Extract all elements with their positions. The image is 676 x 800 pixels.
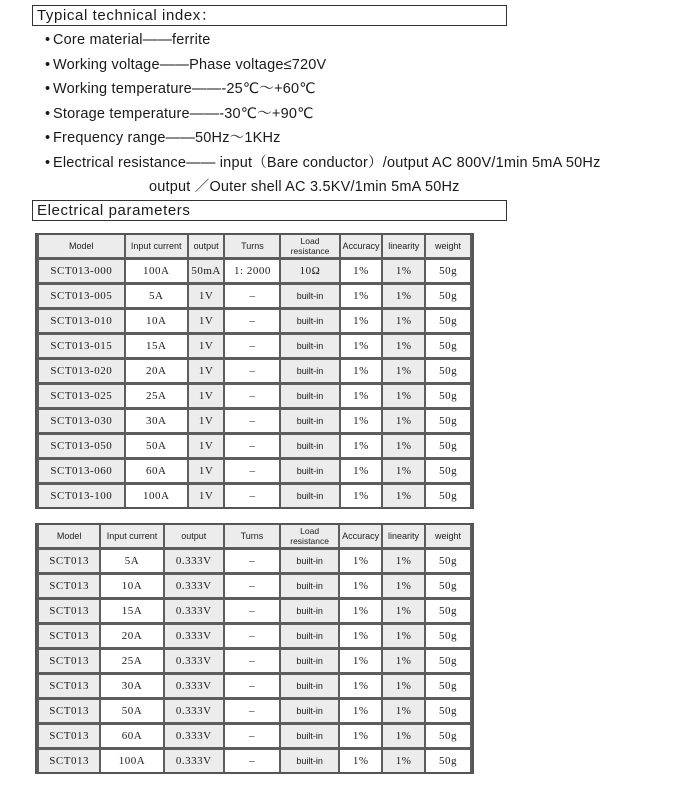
- table-row: [39, 725, 470, 750]
- cell-accuracy: 1%: [340, 625, 381, 650]
- table-row: [39, 485, 470, 507]
- cell-accuracy: 1%: [340, 725, 381, 750]
- cell-input-current: 25A: [101, 650, 162, 675]
- cell-turns: –: [225, 725, 279, 750]
- cell-output: 0.333V: [165, 625, 223, 650]
- header-input-current: Input current: [126, 235, 187, 260]
- cell-input-current: 30A: [126, 410, 187, 435]
- cell-weight: 50g: [426, 550, 470, 575]
- header-turns: Turns: [225, 525, 279, 550]
- cell-turns: –: [225, 285, 279, 310]
- cell-model: SCT013-005: [39, 285, 124, 310]
- cell-load-resistance: built-in: [281, 485, 338, 507]
- table-row: [39, 335, 470, 360]
- cell-turns: –: [225, 575, 279, 600]
- table-row: [39, 650, 470, 675]
- table-row: [39, 285, 470, 310]
- cell-accuracy: 1%: [340, 650, 381, 675]
- spec-line: [45, 77, 601, 102]
- cell-linearity: 1%: [383, 575, 424, 600]
- cell-weight: 50g: [426, 360, 470, 385]
- cell-turns: –: [225, 550, 279, 575]
- spec-text: Storage temperature——-30℃～+90℃: [53, 105, 314, 122]
- cell-input-current: 100A: [126, 485, 187, 507]
- cell-output: 1V: [189, 360, 224, 385]
- cell-load-resistance: 10Ω: [281, 260, 338, 285]
- cell-model: SCT013: [39, 600, 99, 625]
- header-load-resistance: Load resistance: [281, 235, 338, 260]
- header-accuracy: Accuracy: [341, 235, 382, 260]
- bullet-icon: •: [45, 154, 51, 171]
- spec-text: Electrical resistance—— input（Bare conductor）/output AC 800V/1min 5mA 50Hz: [53, 154, 601, 171]
- cell-turns: –: [225, 675, 279, 700]
- electrical-parameters-heading: Electrical parameters: [32, 200, 507, 221]
- header-model: Model: [39, 525, 99, 550]
- cell-output: 0.333V: [165, 750, 223, 772]
- cell-model: SCT013: [39, 700, 99, 725]
- cell-turns: 1: 2000: [225, 260, 279, 285]
- cell-weight: 50g: [426, 675, 470, 700]
- cell-output: 1V: [189, 285, 224, 310]
- cell-load-resistance: built-in: [281, 285, 338, 310]
- table-row: [39, 435, 470, 460]
- cell-input-current: 30A: [101, 675, 162, 700]
- cell-output: 1V: [189, 435, 224, 460]
- table-row: [39, 260, 470, 285]
- cell-accuracy: 1%: [341, 260, 382, 285]
- typical-technical-index-heading: Typical technical index：: [32, 5, 507, 26]
- cell-load-resistance: built-in: [281, 750, 338, 772]
- table-row: [39, 625, 470, 650]
- cell-load-resistance: built-in: [281, 575, 338, 600]
- cell-load-resistance: built-in: [281, 460, 338, 485]
- cell-input-current: 50A: [101, 700, 162, 725]
- cell-load-resistance: built-in: [281, 385, 338, 410]
- bullet-icon: •: [45, 105, 51, 122]
- table-row: [39, 310, 470, 335]
- cell-turns: –: [225, 335, 279, 360]
- cell-linearity: 1%: [383, 360, 424, 385]
- cell-accuracy: 1%: [341, 460, 382, 485]
- header-weight: weight: [426, 525, 470, 550]
- cell-input-current: 20A: [126, 360, 187, 385]
- cell-linearity: 1%: [383, 260, 424, 285]
- cell-linearity: 1%: [383, 750, 424, 772]
- cell-output: 0.333V: [165, 600, 223, 625]
- cell-model: SCT013-100: [39, 485, 124, 507]
- cell-output: 1V: [189, 310, 224, 335]
- spec-text: Working voltage——Phase voltage≤720V: [53, 56, 327, 73]
- cell-weight: 50g: [426, 435, 470, 460]
- cell-turns: –: [225, 650, 279, 675]
- cell-accuracy: 1%: [340, 600, 381, 625]
- cell-weight: 50g: [426, 700, 470, 725]
- cell-accuracy: 1%: [341, 485, 382, 507]
- cell-model: SCT013: [39, 575, 99, 600]
- cell-model: SCT013-020: [39, 360, 124, 385]
- cell-weight: 50g: [426, 600, 470, 625]
- cell-linearity: 1%: [383, 650, 424, 675]
- cell-input-current: 50A: [126, 435, 187, 460]
- cell-output: 0.333V: [165, 675, 223, 700]
- spec-text: Core material——ferrite: [53, 32, 211, 48]
- spec-text: Working temperature——-25℃～+60℃: [53, 81, 316, 97]
- cell-input-current: 5A: [101, 550, 162, 575]
- cell-output: 1V: [189, 485, 224, 507]
- cell-weight: 50g: [426, 625, 470, 650]
- cell-linearity: 1%: [383, 335, 424, 360]
- cell-input-current: 100A: [126, 260, 187, 285]
- cell-linearity: 1%: [383, 725, 424, 750]
- cell-output: 1V: [189, 460, 224, 485]
- table-row: [39, 550, 470, 575]
- cell-linearity: 1%: [383, 700, 424, 725]
- cell-load-resistance: built-in: [281, 335, 338, 360]
- cell-turns: –: [225, 600, 279, 625]
- table-row: [39, 600, 470, 625]
- cell-load-resistance: built-in: [281, 360, 338, 385]
- spec-line: [45, 53, 601, 78]
- cell-linearity: 1%: [383, 675, 424, 700]
- cell-weight: 50g: [426, 385, 470, 410]
- table-row: [39, 410, 470, 435]
- cell-model: SCT013: [39, 750, 99, 772]
- table-row: [39, 360, 470, 385]
- cell-linearity: 1%: [383, 550, 424, 575]
- table-row: [39, 750, 470, 772]
- cell-output: 0.333V: [165, 575, 223, 600]
- cell-turns: –: [225, 625, 279, 650]
- header-load-resistance: Load resistance: [281, 525, 338, 550]
- cell-input-current: 10A: [101, 575, 162, 600]
- cell-output: 1V: [189, 385, 224, 410]
- parameters-table-1: [35, 233, 474, 509]
- cell-output: 0.333V: [165, 550, 223, 575]
- cell-output: 50mA: [189, 260, 224, 285]
- cell-model: SCT013: [39, 625, 99, 650]
- cell-output: 1V: [189, 335, 224, 360]
- cell-turns: –: [225, 700, 279, 725]
- cell-input-current: 60A: [101, 725, 162, 750]
- cell-load-resistance: built-in: [281, 600, 338, 625]
- cell-output: 0.333V: [165, 650, 223, 675]
- cell-load-resistance: built-in: [281, 625, 338, 650]
- spec-line: [45, 126, 601, 151]
- cell-linearity: 1%: [383, 285, 424, 310]
- cell-weight: 50g: [426, 750, 470, 772]
- cell-load-resistance: built-in: [281, 650, 338, 675]
- cell-output: 0.333V: [165, 725, 223, 750]
- cell-linearity: 1%: [383, 460, 424, 485]
- spec-text: Frequency range——50Hz～1KHz: [53, 130, 281, 146]
- cell-accuracy: 1%: [341, 360, 382, 385]
- cell-model: SCT013-025: [39, 385, 124, 410]
- cell-accuracy: 1%: [340, 550, 381, 575]
- cell-turns: –: [225, 360, 279, 385]
- cell-load-resistance: built-in: [281, 410, 338, 435]
- cell-model: SCT013: [39, 675, 99, 700]
- bullet-icon: •: [45, 130, 51, 146]
- cell-turns: –: [225, 435, 279, 460]
- cell-load-resistance: built-in: [281, 435, 338, 460]
- cell-input-current: 5A: [126, 285, 187, 310]
- header-linearity: linearity: [383, 235, 424, 260]
- cell-accuracy: 1%: [340, 675, 381, 700]
- cell-turns: –: [225, 310, 279, 335]
- cell-load-resistance: built-in: [281, 700, 338, 725]
- cell-weight: 50g: [426, 650, 470, 675]
- cell-weight: 50g: [426, 335, 470, 360]
- cell-input-current: 20A: [101, 625, 162, 650]
- cell-input-current: 15A: [101, 600, 162, 625]
- cell-accuracy: 1%: [341, 335, 382, 360]
- cell-model: SCT013-060: [39, 460, 124, 485]
- cell-model: SCT013: [39, 725, 99, 750]
- cell-weight: 50g: [426, 260, 470, 285]
- cell-weight: 50g: [426, 460, 470, 485]
- cell-weight: 50g: [426, 485, 470, 507]
- cell-input-current: 10A: [126, 310, 187, 335]
- cell-weight: 50g: [426, 725, 470, 750]
- cell-model: SCT013: [39, 550, 99, 575]
- table-header-row: [39, 235, 470, 260]
- cell-linearity: 1%: [383, 435, 424, 460]
- header-linearity: linearity: [383, 525, 424, 550]
- cell-accuracy: 1%: [341, 410, 382, 435]
- cell-input-current: 60A: [126, 460, 187, 485]
- cell-model: SCT013-015: [39, 335, 124, 360]
- spec-continuation: output ／Outer shell AC 3.5KV/1min 5mA 50Hz: [149, 179, 460, 195]
- header-turns: Turns: [225, 235, 279, 260]
- cell-turns: –: [225, 460, 279, 485]
- cell-linearity: 1%: [383, 310, 424, 335]
- cell-linearity: 1%: [383, 385, 424, 410]
- cell-weight: 50g: [426, 310, 470, 335]
- spec-list: [45, 28, 601, 200]
- cell-model: SCT013-050: [39, 435, 124, 460]
- table-header-row: [39, 525, 470, 550]
- cell-output: 1V: [189, 410, 224, 435]
- cell-accuracy: 1%: [341, 385, 382, 410]
- header-output: output: [165, 525, 223, 550]
- cell-accuracy: 1%: [341, 435, 382, 460]
- cell-accuracy: 1%: [340, 750, 381, 772]
- cell-accuracy: 1%: [341, 285, 382, 310]
- cell-accuracy: 1%: [340, 575, 381, 600]
- cell-model: SCT013-030: [39, 410, 124, 435]
- spec-line: [45, 151, 601, 176]
- cell-turns: –: [225, 485, 279, 507]
- cell-turns: –: [225, 750, 279, 772]
- cell-model: SCT013-010: [39, 310, 124, 335]
- cell-model: SCT013: [39, 650, 99, 675]
- cell-input-current: 25A: [126, 385, 187, 410]
- table-row: [39, 700, 470, 725]
- cell-model: SCT013-000: [39, 260, 124, 285]
- cell-turns: –: [225, 410, 279, 435]
- header-input-current: Input current: [101, 525, 162, 550]
- table-row: [39, 385, 470, 410]
- header-accuracy: Accuracy: [340, 525, 381, 550]
- cell-linearity: 1%: [383, 485, 424, 507]
- cell-accuracy: 1%: [341, 310, 382, 335]
- spec-line: [45, 102, 601, 127]
- cell-weight: 50g: [426, 575, 470, 600]
- cell-load-resistance: built-in: [281, 310, 338, 335]
- cell-linearity: 1%: [383, 625, 424, 650]
- cell-turns: –: [225, 385, 279, 410]
- bullet-icon: •: [45, 32, 51, 48]
- table-row: [39, 675, 470, 700]
- cell-output: 0.333V: [165, 700, 223, 725]
- cell-linearity: 1%: [383, 410, 424, 435]
- cell-accuracy: 1%: [340, 700, 381, 725]
- header-model: Model: [39, 235, 124, 260]
- cell-weight: 50g: [426, 285, 470, 310]
- cell-load-resistance: built-in: [281, 725, 338, 750]
- cell-input-current: 100A: [101, 750, 162, 772]
- cell-load-resistance: built-in: [281, 675, 338, 700]
- spec-line: [45, 28, 601, 53]
- bullet-icon: •: [45, 56, 51, 73]
- table-row: [39, 575, 470, 600]
- parameters-table-2: [35, 523, 474, 774]
- bullet-icon: •: [45, 81, 51, 97]
- header-weight: weight: [426, 235, 470, 260]
- header-output: output: [189, 235, 224, 260]
- cell-input-current: 15A: [126, 335, 187, 360]
- cell-linearity: 1%: [383, 600, 424, 625]
- table-row: [39, 460, 470, 485]
- cell-weight: 50g: [426, 410, 470, 435]
- cell-load-resistance: built-in: [281, 550, 338, 575]
